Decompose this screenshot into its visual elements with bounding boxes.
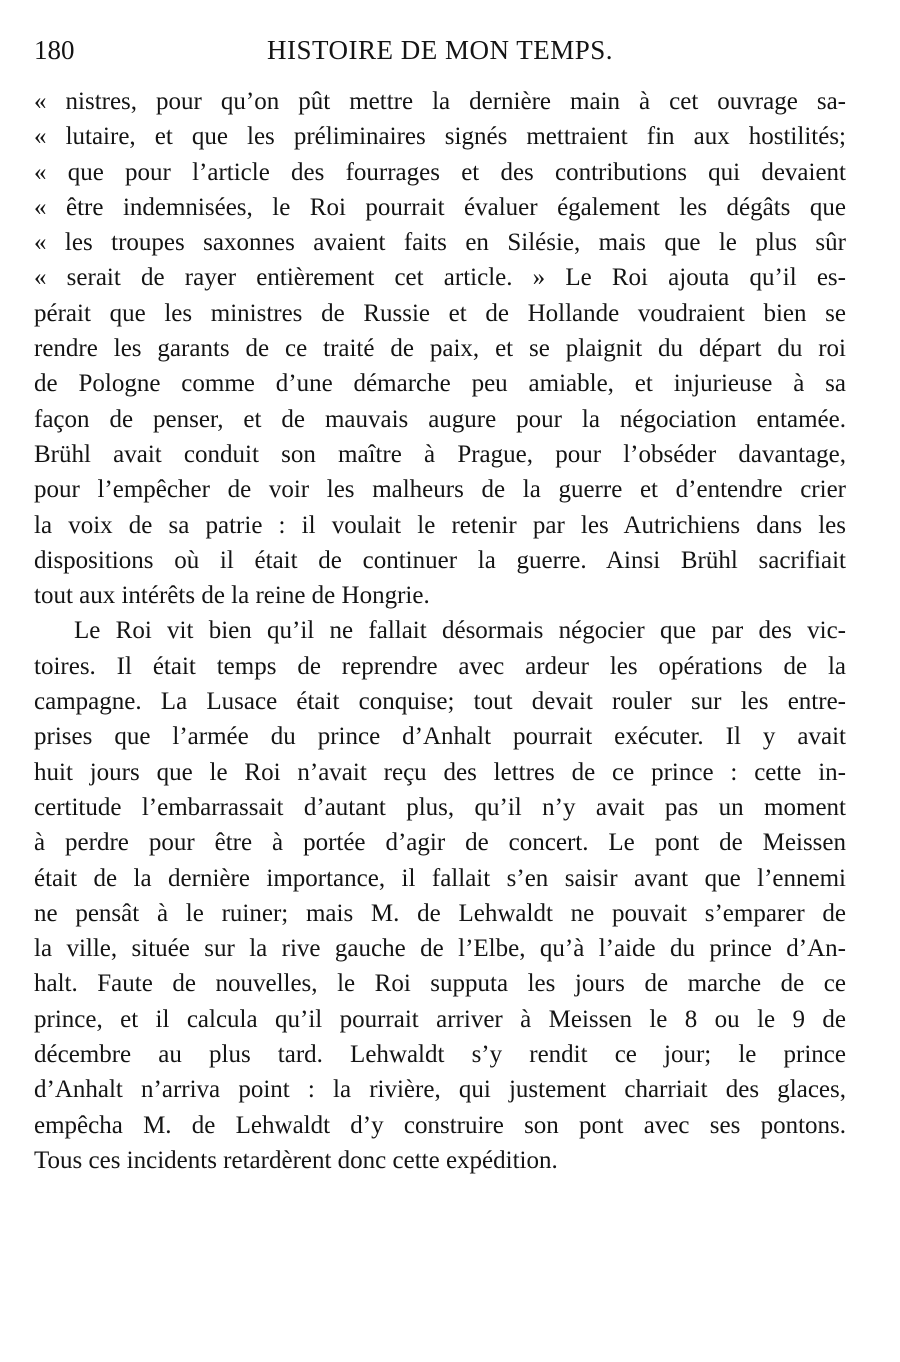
text-line: huit jours que le Roi n’avait reçu des lettres de ce prince : cette in- (34, 758, 846, 786)
page-number: 180 (34, 35, 75, 65)
text-line: campagne. La Lusace était conquise; tout devait rouler sur les entre- (34, 688, 846, 716)
text-line: empêcha M. de Lehwaldt d’y construire son pont avec ses pontons. (34, 1111, 846, 1139)
running-title: HISTOIRE DE MON TEMPS. (266, 35, 614, 65)
text-line: « nistres, pour qu’on pût mettre la dernière main à cet ouvrage sa- (34, 88, 846, 115)
text-line: toires. Il était temps de reprendre avec ardeur les opérations de la (34, 652, 846, 680)
text-line: Brühl avait conduit son maître à Prague, pour l’obséder davantage, (34, 440, 846, 468)
text-line: pour l’empêcher de voir les malheurs de la guerre et d’entendre crier (34, 476, 846, 504)
text-line: Le Roi vit bien qu’il ne fallait désormais négocier que par des vic- (74, 617, 846, 645)
text-line: « les troupes saxonnes avaient faits en Silésie, mais que le plus sûr (34, 229, 846, 257)
text-line: la ville, située sur la rive gauche de l’Elbe, qu’à l’aide du prince d’An- (34, 935, 846, 963)
running-head (34, 30, 846, 70)
text-line: « serait de rayer entièrement cet article. » Le Roi ajouta qu’il es- (34, 264, 846, 292)
text-line: à perdre pour être à portée d’agir de concert. Le pont de Meissen (34, 829, 846, 857)
text-line: prises que l’armée du prince d’Anhalt pourrait exécuter. Il y avait (34, 723, 846, 751)
text-line: d’Anhalt n’arriva point : la rivière, qui justement charriait des glaces, (34, 1076, 846, 1104)
text-line: était de la dernière importance, il fallait s’en saisir avant que l’ennemi (34, 864, 846, 892)
paragraph (34, 84, 846, 613)
text-line: tout aux intérêts de la reine de Hongrie. (34, 582, 430, 610)
text-line: façon de penser, et de mauvais augure pour la négociation entamée. (34, 405, 846, 433)
text-line: « que pour l’article des fourrages et des contributions qui devaient (34, 158, 846, 186)
text-line: la voix de sa patrie : il voulait le retenir par les Autrichiens dans les (34, 511, 846, 539)
text-line: dispositions où il était de continuer la guerre. Ainsi Brühl sacrifiait (34, 546, 846, 574)
text-line: Tous ces incidents retardèrent donc cette expédition. (34, 1146, 558, 1174)
book-page (34, 30, 846, 1178)
text-line: « être indemnisées, le Roi pourrait évaluer également les dégâts que (34, 193, 846, 221)
text-line: prince, et il calcula qu’il pourrait arriver à Meissen le 8 ou le 9 de (34, 1005, 846, 1033)
body-text (34, 84, 846, 1178)
text-line: décembre au plus tard. Lehwaldt s’y rendit ce jour; le prince (34, 1041, 846, 1069)
text-line: de Pologne comme d’une démarche peu amiable, et injurieuse à sa (34, 370, 846, 398)
text-line: certitude l’embarrassait d’autant plus, qu’il n’y avait pas un moment (34, 793, 846, 821)
text-line: « lutaire, et que les préliminaires signés mettraient fin aux hostilités; (34, 123, 846, 151)
text-line: pérait que les ministres de Russie et de Hollande voudraient bien se (34, 299, 846, 327)
text-line: halt. Faute de nouvelles, le Roi supputa les jours de marche de ce (34, 970, 846, 998)
paragraph (34, 613, 846, 1178)
text-line: ne pensât à le ruiner; mais M. de Lehwaldt ne pouvait s’emparer de (34, 899, 846, 927)
text-line: rendre les garants de ce traité de paix, et se plaignit du départ du roi (34, 335, 846, 363)
